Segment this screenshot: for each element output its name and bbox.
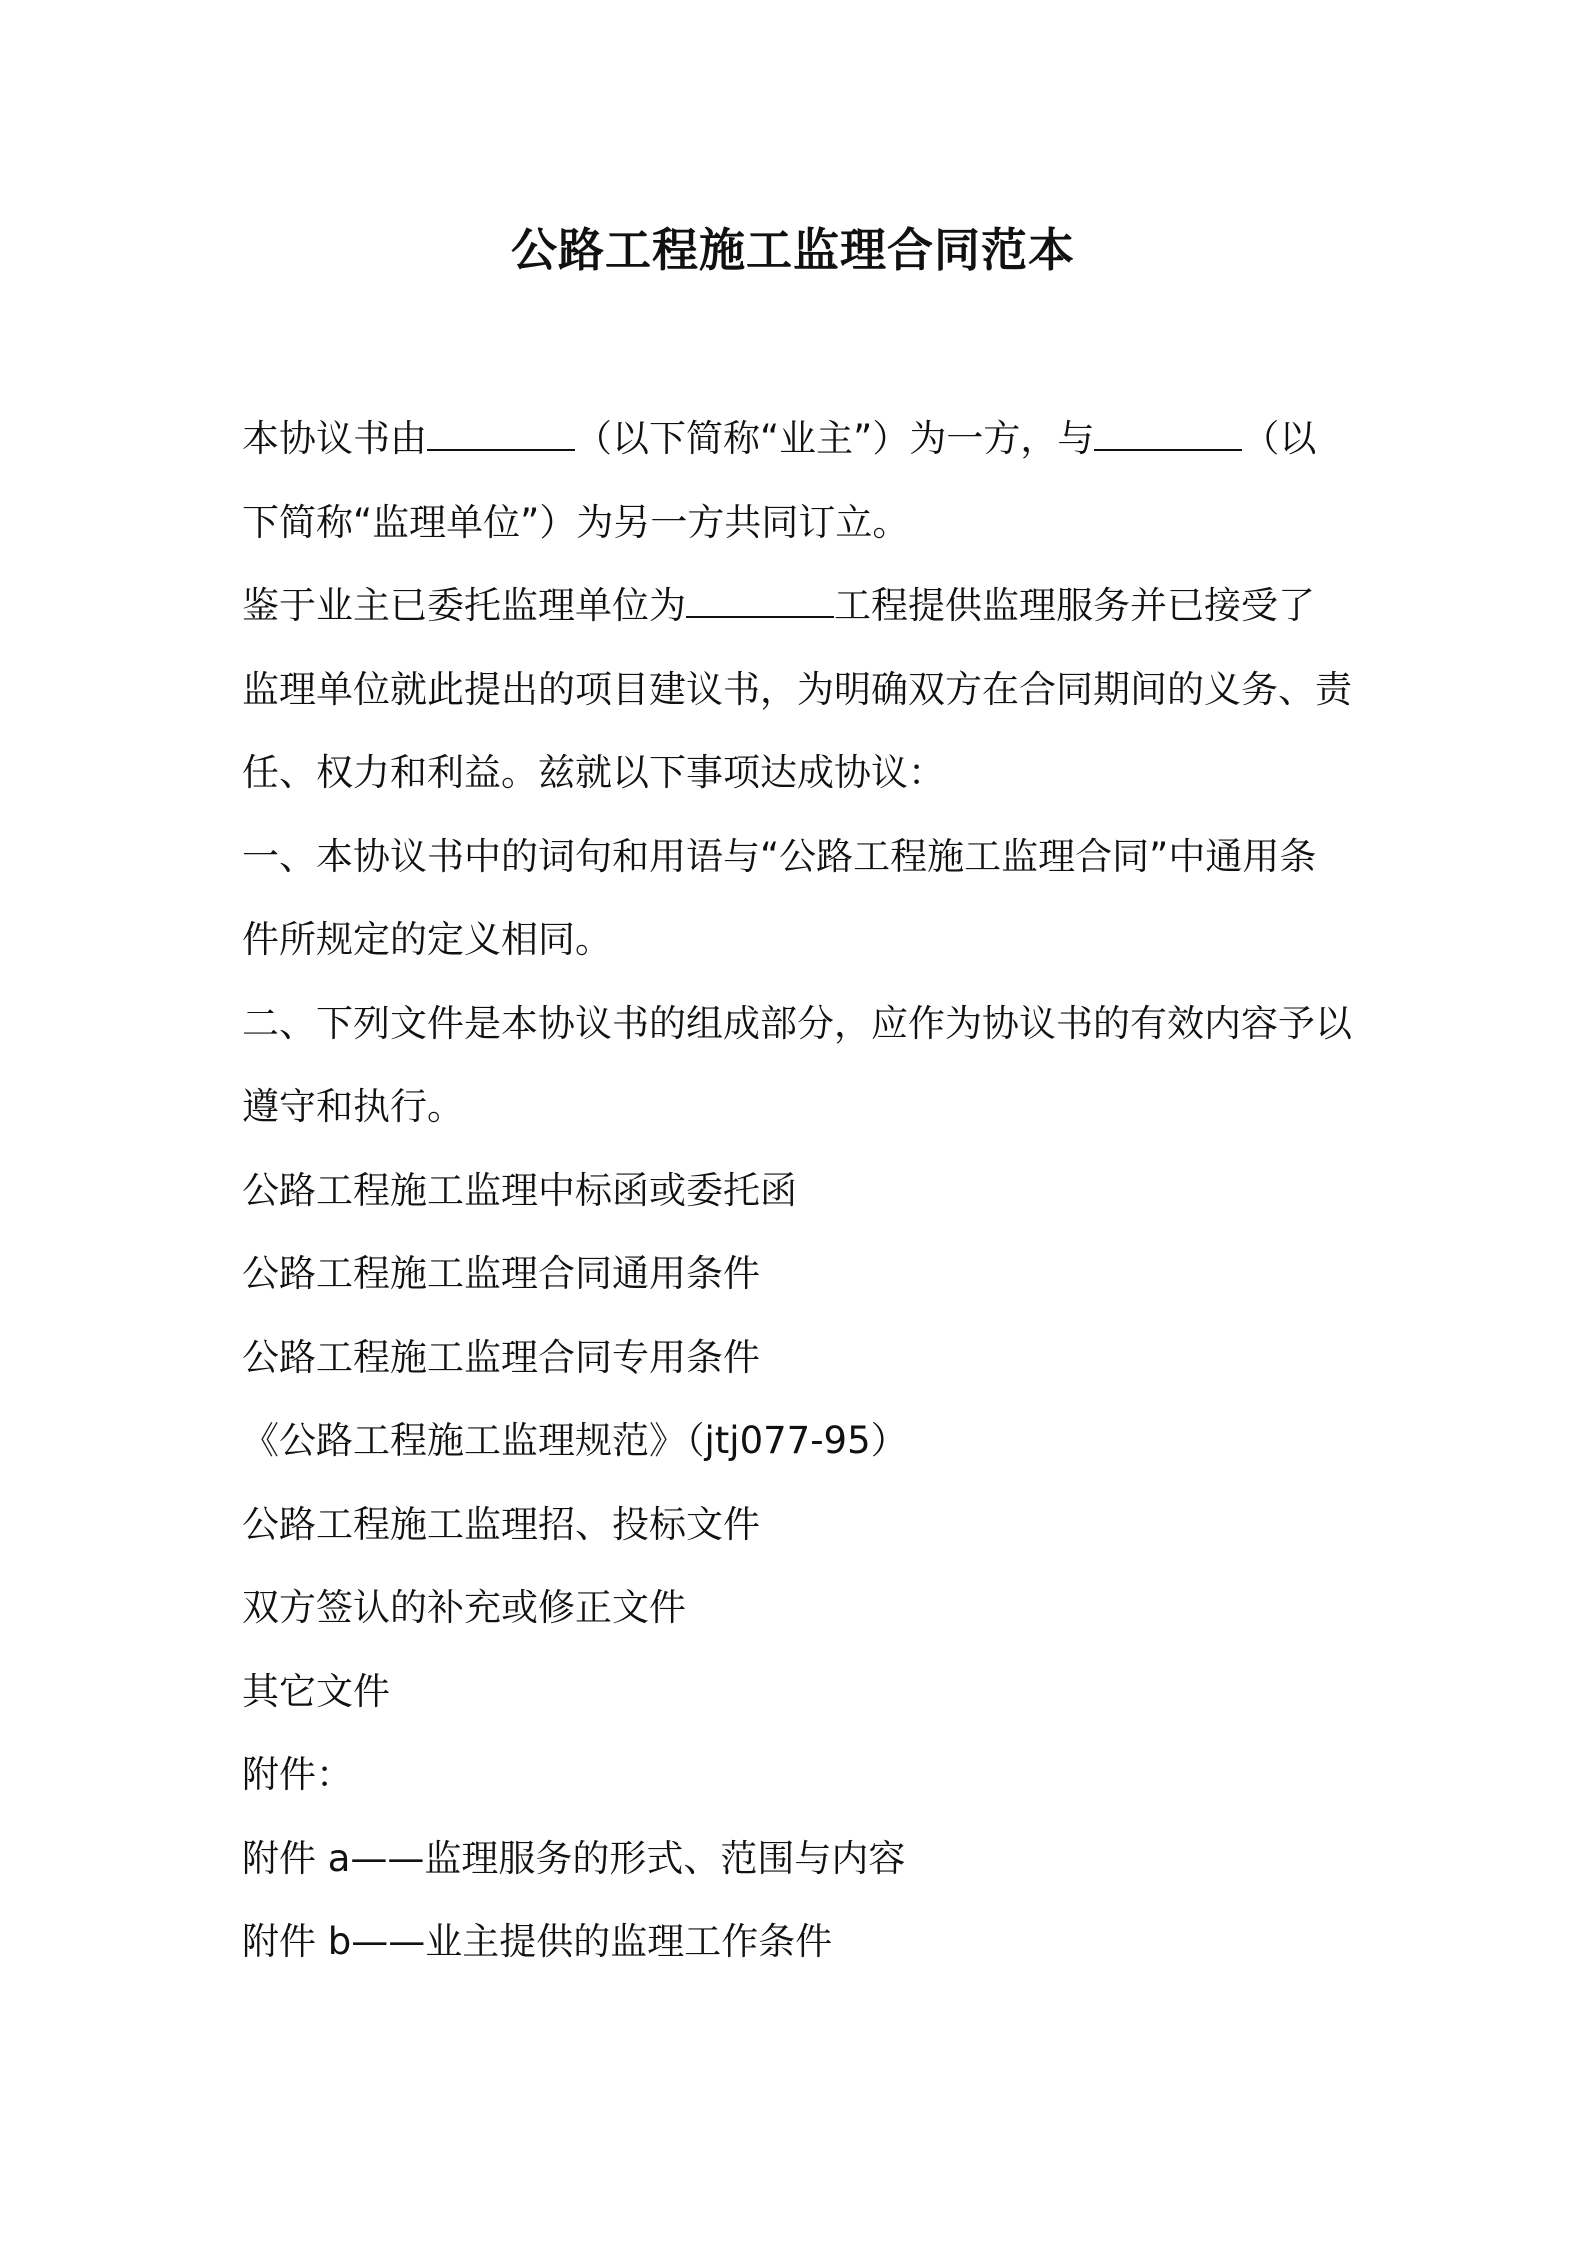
- document-list-item: 公路工程施工监理招、投标文件: [242, 1502, 760, 1546]
- text-segment: 工程提供监理服务并已接受了: [834, 584, 1315, 627]
- paragraph-line: 监理单位就此提出的项目建议书，为明确双方在合同期间的义务、责: [242, 667, 1352, 711]
- document-list-item: 公路工程施工监理合同专用条件: [242, 1335, 760, 1379]
- clause-line: 二、下列文件是本协议书的组成部分，应作为协议书的有效内容予以: [242, 1001, 1352, 1045]
- text-segment: （以下简称“业主”）为一方，与: [575, 417, 1095, 460]
- paragraph-line: 任、权力和利益。兹就以下事项达成协议：: [242, 751, 945, 794]
- fill-in-blank: [427, 419, 575, 451]
- document-list-item: 《公路工程施工监理规范》（jtj077-95）: [242, 1419, 908, 1462]
- paragraph-line: [242, 564, 1362, 648]
- text-segment: 鉴于业主已委托监理单位为: [242, 584, 686, 627]
- attachment-item: 附件 b——业主提供的监理工作条件: [242, 1920, 833, 1963]
- clause-line: 件所规定的定义相同。: [242, 918, 612, 961]
- document-title: 公路工程施工监理合同范本: [511, 223, 1075, 277]
- clause-line: 遵守和执行。: [242, 1085, 464, 1128]
- clause-line: 一、本协议书中的词句和用语与“公路工程施工监理合同”中通用条: [242, 834, 1317, 878]
- attachment-item: 附件 a——监理服务的形式、范围与内容: [242, 1836, 906, 1880]
- document-list-item: 公路工程施工监理合同通用条件: [242, 1252, 760, 1295]
- document-list-item: 其它文件: [242, 1669, 390, 1713]
- fill-in-blank: [1094, 419, 1242, 451]
- attachments-label: 附件：: [242, 1753, 353, 1796]
- document-list-item: 双方签认的补充或修正文件: [242, 1586, 686, 1629]
- document-body: [242, 397, 1362, 1984]
- paragraph-line: [242, 397, 1362, 481]
- text-segment: 本协议书由: [242, 417, 427, 460]
- text-segment: （以: [1242, 417, 1317, 460]
- paragraph-line: 下简称“监理单位”）为另一方共同订立。: [242, 500, 910, 544]
- fill-in-blank: [686, 586, 834, 618]
- document-list-item: 公路工程施工监理中标函或委托函: [242, 1168, 797, 1212]
